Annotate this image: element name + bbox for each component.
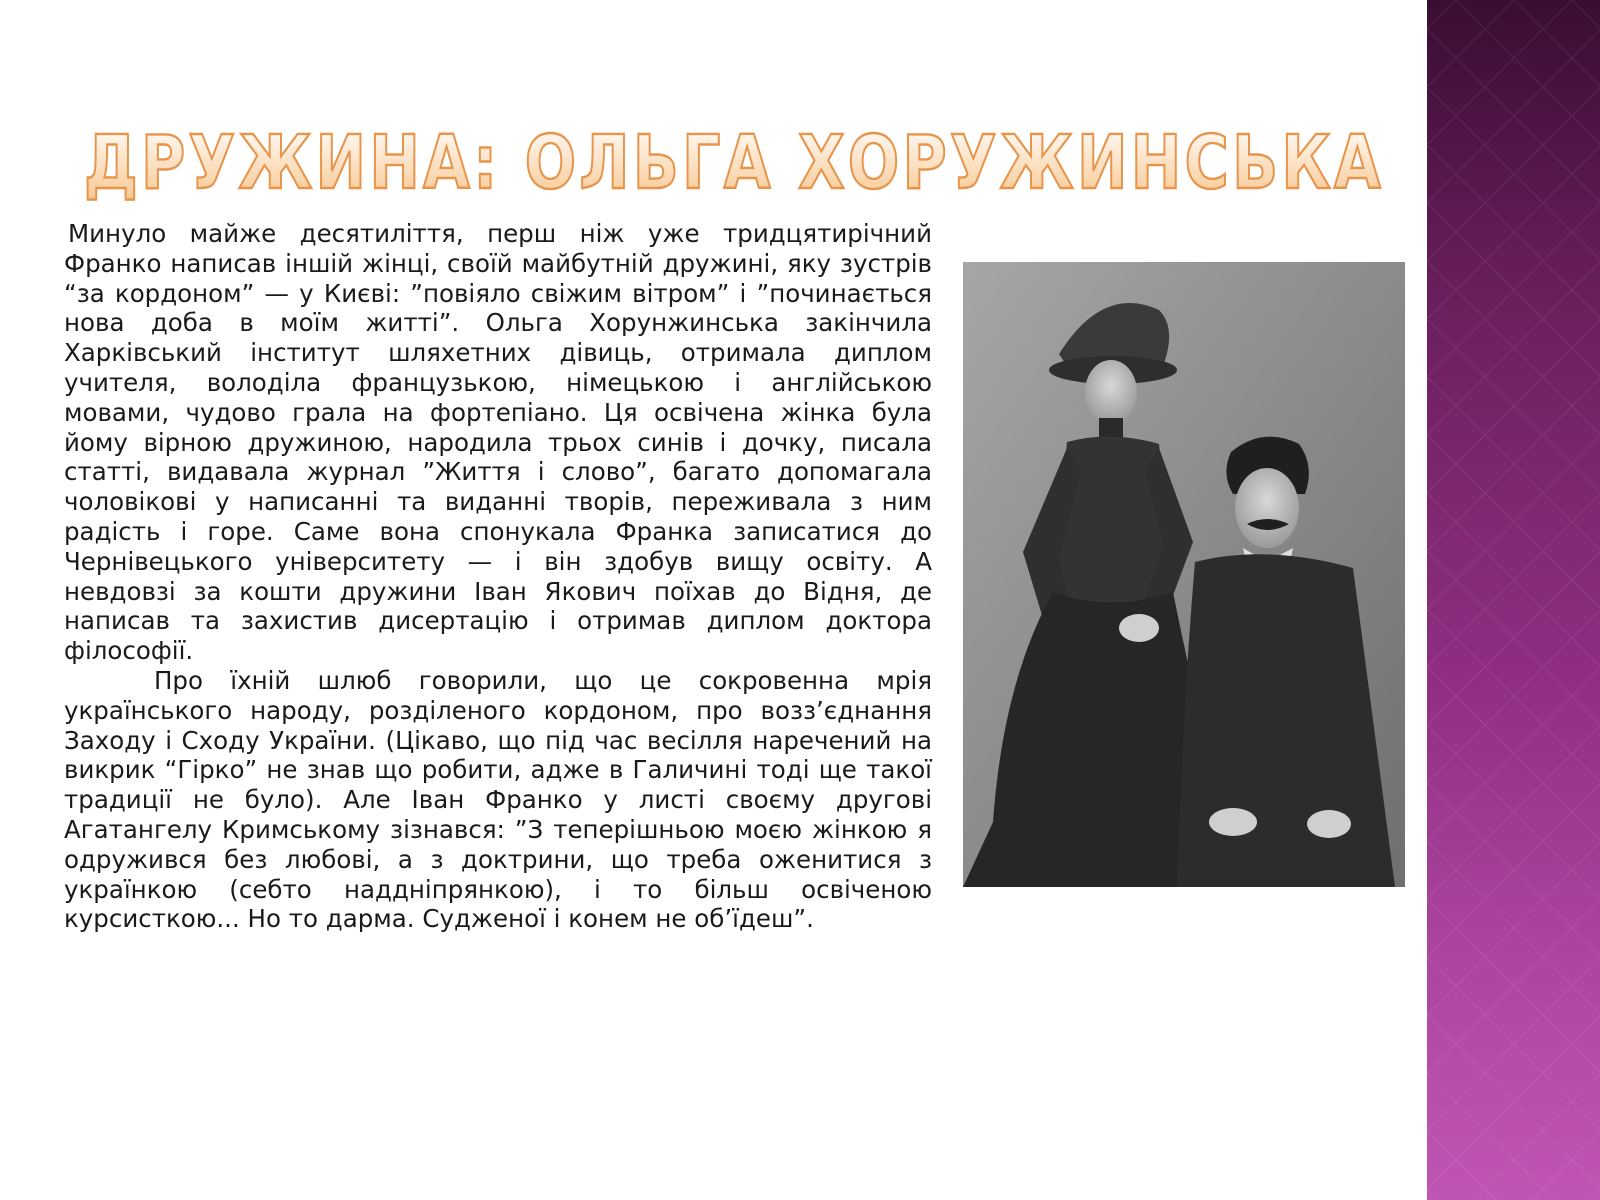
paragraph-first: Минуло майже десятиліття, перш ніж уже тридцятирічний Франко написав іншій жінці, своїй майбутній дружині, яку зустрів “за кордоном” — у Києві: ”повіяло свіжим вітром” і ”починається нова доба в моїм житті”. Ольга Хорунжинська закінчила Харківський інститут шляхетних дівиць, отримала диплом учителя, володіла французькою, німецькою і англійською мовами, чудово грала на фортепіано. Ця освічена жінка була йому вірною дружиною, народила трьох синів і дочку, писала статті, видавала журнал ”Життя і слово”, багато допомагала чоловікові у написанні та виданні творів, переживала з ним радість і горе. Саме вона спонукала Франка записатися до Чернівецького університету — і він здобув вищу освіту. А невдовзі за кошти дружини Іван Якович поїхав до Відня, де написав та захистив дисертацію і отримав диплом доктора філософії. xyxy=(64,219,932,666)
slide-title-text: Дружина: Ольга Хоружинська xyxy=(84,120,1384,206)
slide-title xyxy=(84,112,1384,206)
couple-portrait-illustration xyxy=(963,262,1405,887)
body-text xyxy=(64,219,932,934)
paragraph-second: Про їхній шлюб говорили, що це сокровенна мрія українського народу, розділеного кордоном, про возз’єднання Заходу і Сходу України. (Цікаво, що під час весілля наречений на викрик “Гірко” не знав що робити, адже в Галичині тоді ще такої традиції не було). Але Іван Франко у листі своєму другові Агатангелу Кримському зізнався: ”З теперішньою моєю жінкою я одружився без любові, а з доктрини, що треба оженитися з українкою (себто наддніпрянкою), і то більш освіченою курсисткою... Но то дарма. Судженої і конем не об’їдеш”. xyxy=(64,665,932,934)
slide-title-art xyxy=(84,112,1384,206)
diamond-pattern xyxy=(1427,0,1600,1200)
decorative-side-band xyxy=(1427,0,1600,1200)
couple-portrait-photo xyxy=(963,262,1405,887)
